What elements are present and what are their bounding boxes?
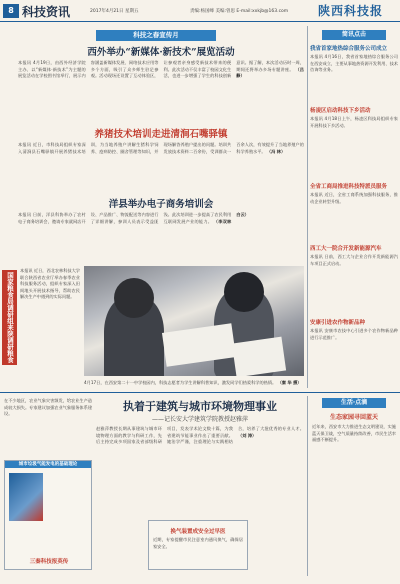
bottom-right-text: 近年来，西安市大力推进生态文明建设，实施蓝天保卫战，空气质量持续改善，市民生活幸福感不断提升。	[312, 424, 396, 443]
right-banner: 简讯点击	[322, 30, 386, 40]
right-item-2-title: 杨凌区启动科技下乡活动	[310, 108, 371, 114]
right-item-3-text: 本报讯 近日，全省工商系统加强科技服务，推动企业转型升级。	[310, 192, 398, 204]
right-item-5-text: 本报讯 安康市农技中心引进多个农作物新品种进行示范推广。	[310, 328, 398, 340]
bottom-mid-box	[148, 520, 248, 570]
bottom-mid-box-title: 换气装置成安全过早医	[170, 529, 226, 535]
bottom-mid-box-text: 近期，专家提醒市民注意室内通风换气，确保居家安全。	[153, 537, 243, 549]
story3-author: （李双林 白云）	[213, 212, 249, 224]
section-title: 科技资讯	[22, 5, 71, 19]
story2-text: 本报讯 近日，市科技局组织专家深入清涧县石嘴驿镇开展养猪技术培训，为当地养殖户讲解生猪科学饲养、疫病防控、圈舍管理等知识，并现场解答养殖户提出的问题。培训共发放技术资料二百余份，受训群众一百余人次，有效提升了当地养殖户的科学养殖水平。	[18, 142, 304, 154]
bottom-right-banner: 生活·点滴	[322, 398, 386, 408]
photo-caption	[84, 380, 304, 396]
right-item-1	[310, 44, 398, 104]
story3-body	[18, 212, 304, 260]
photo-credit: （秦 华 摄）	[277, 380, 302, 385]
bottom-text: 赵雅萍教授长期从事建筑与城市环境物理方面的教学与科研工作，先后主持完成多项国家及省部级科研项目，发表学术论文数十篇，为我省建筑节能事业作出了重要贡献。她治学严谨，注重理论与实践相结合，培养了大批优秀的专业人才。	[96, 426, 304, 445]
story3-headline: 洋县举办电子商务培训会	[108, 199, 214, 210]
story3-text: 本报讯 日前，洋县科协举办了农村电子商务培训会，邀请专家就网店开设、产品推广、物流配送等内容进行了详细讲解，参训人员表示受益匪浅。此次培训进一步提高了农民利用互联网发展产业的能力。	[18, 212, 232, 224]
right-item-5	[310, 318, 398, 368]
column-divider	[307, 26, 308, 388]
right-item-3	[310, 182, 398, 222]
bottom-left-box	[4, 460, 92, 570]
bottom-right-headline: 生态家园寻回蓝天	[329, 414, 378, 421]
right-item-4-text: 本报讯 日前，西工大与企业合作开发新能源汽车项目正式启动。	[310, 254, 398, 266]
bottom-left-thumb	[9, 473, 43, 521]
paper-logo: 陕西科技报	[318, 4, 384, 18]
story2-headline: 养猪技术培训走进清涧石嘴驿镇	[94, 129, 228, 140]
bottom-left-ad-title: 三秦科技报英传	[29, 559, 69, 565]
right-item-4-title: 西工大一院合开发新能源汽车	[310, 246, 382, 252]
right-item-4	[310, 244, 398, 274]
right-item-3-title: 全省工商局推进科技特派员服务	[310, 184, 388, 190]
bottom-left-box-title: 城市垃圾气能发电的基础理论	[5, 461, 91, 468]
photo-caption-text: 4月17日，在西安第二十一中学校园内，科技志愿者为学生讲解科普知识，激发同学们热爱科学的热情。	[84, 380, 277, 385]
story1-text: 本报讯 4月19日，由西外经济学院主办、以“新媒体·新技术”为主题的展览活动在学校图书馆举行，展示内容涵盖新媒体发展、网络技术应用等多个方面，吸引了众多师生驻足参观。活动现场还设置了互动体验区，让参观者亲身感受新技术带来的便利。此次活动不仅丰富了校园文化生活，也进一步增强了学生的科技创新意识。据了解，本次活动历时一周，期间还将举办多场专题讲座。	[18, 60, 304, 79]
top-banner: 科技之春宣传月	[96, 30, 216, 41]
right-item-1-text: 本报讯 4月16日，我省首家地热综合服务公司在西安成立，主要从事地热资源开发利用、技术咨询等业务。	[310, 54, 398, 73]
bottom-column-divider	[307, 396, 308, 576]
story1-author: （吕 静）	[236, 66, 304, 79]
section-divider	[0, 392, 400, 393]
page-number: 8	[3, 4, 19, 18]
bottom-right-body	[312, 424, 396, 574]
story2-body	[18, 142, 304, 190]
story1-body	[18, 60, 304, 120]
bottom-left-body	[4, 398, 92, 458]
story2-author: （冯 林）	[266, 148, 286, 154]
bottom-left-text: 在不少地区，农业气象灾害频发，给农业生产造成较大损失。专家建议加强农业气象服务体系建设。	[4, 398, 92, 417]
right-item-2-text: 本报讯 4月18日上午，杨凌区科技局组织专家开展科技下乡活动。	[310, 116, 398, 128]
story4-body	[20, 268, 80, 388]
news-photo	[84, 266, 304, 376]
bottom-headline: 执着于建筑与城市环境物理事业	[123, 400, 277, 413]
masthead	[0, 0, 400, 22]
story4-text: 本报讯 近日，西北农林科技大学联合陕西省农业厅举办春季农业科技服务活动，组织专家深入田间地头开展技术指导，帮助农民解决生产中遇到的实际问题。	[20, 268, 80, 300]
bottom-subhead: ——记长安大学建筑学院教授赵雅萍	[151, 416, 248, 423]
issue-date: 2017年4月21日 星期五	[90, 9, 139, 14]
right-item-2	[310, 106, 398, 146]
editor-contact: 责编:杨国峰 美编:曾思 E-mail:xxkjb@163.com	[190, 9, 289, 14]
side-label: 国家粮食局调研组来陕调研粮食	[2, 270, 17, 365]
right-item-5-title: 安康引进农作物新品种	[310, 320, 366, 326]
bottom-author: （刘 涛）	[238, 432, 257, 438]
right-item-1-title: 我省首家地热综合服务公司成立	[310, 46, 388, 52]
story1-headline: 西外举办“新媒体·新技术”展览活动	[87, 47, 235, 58]
